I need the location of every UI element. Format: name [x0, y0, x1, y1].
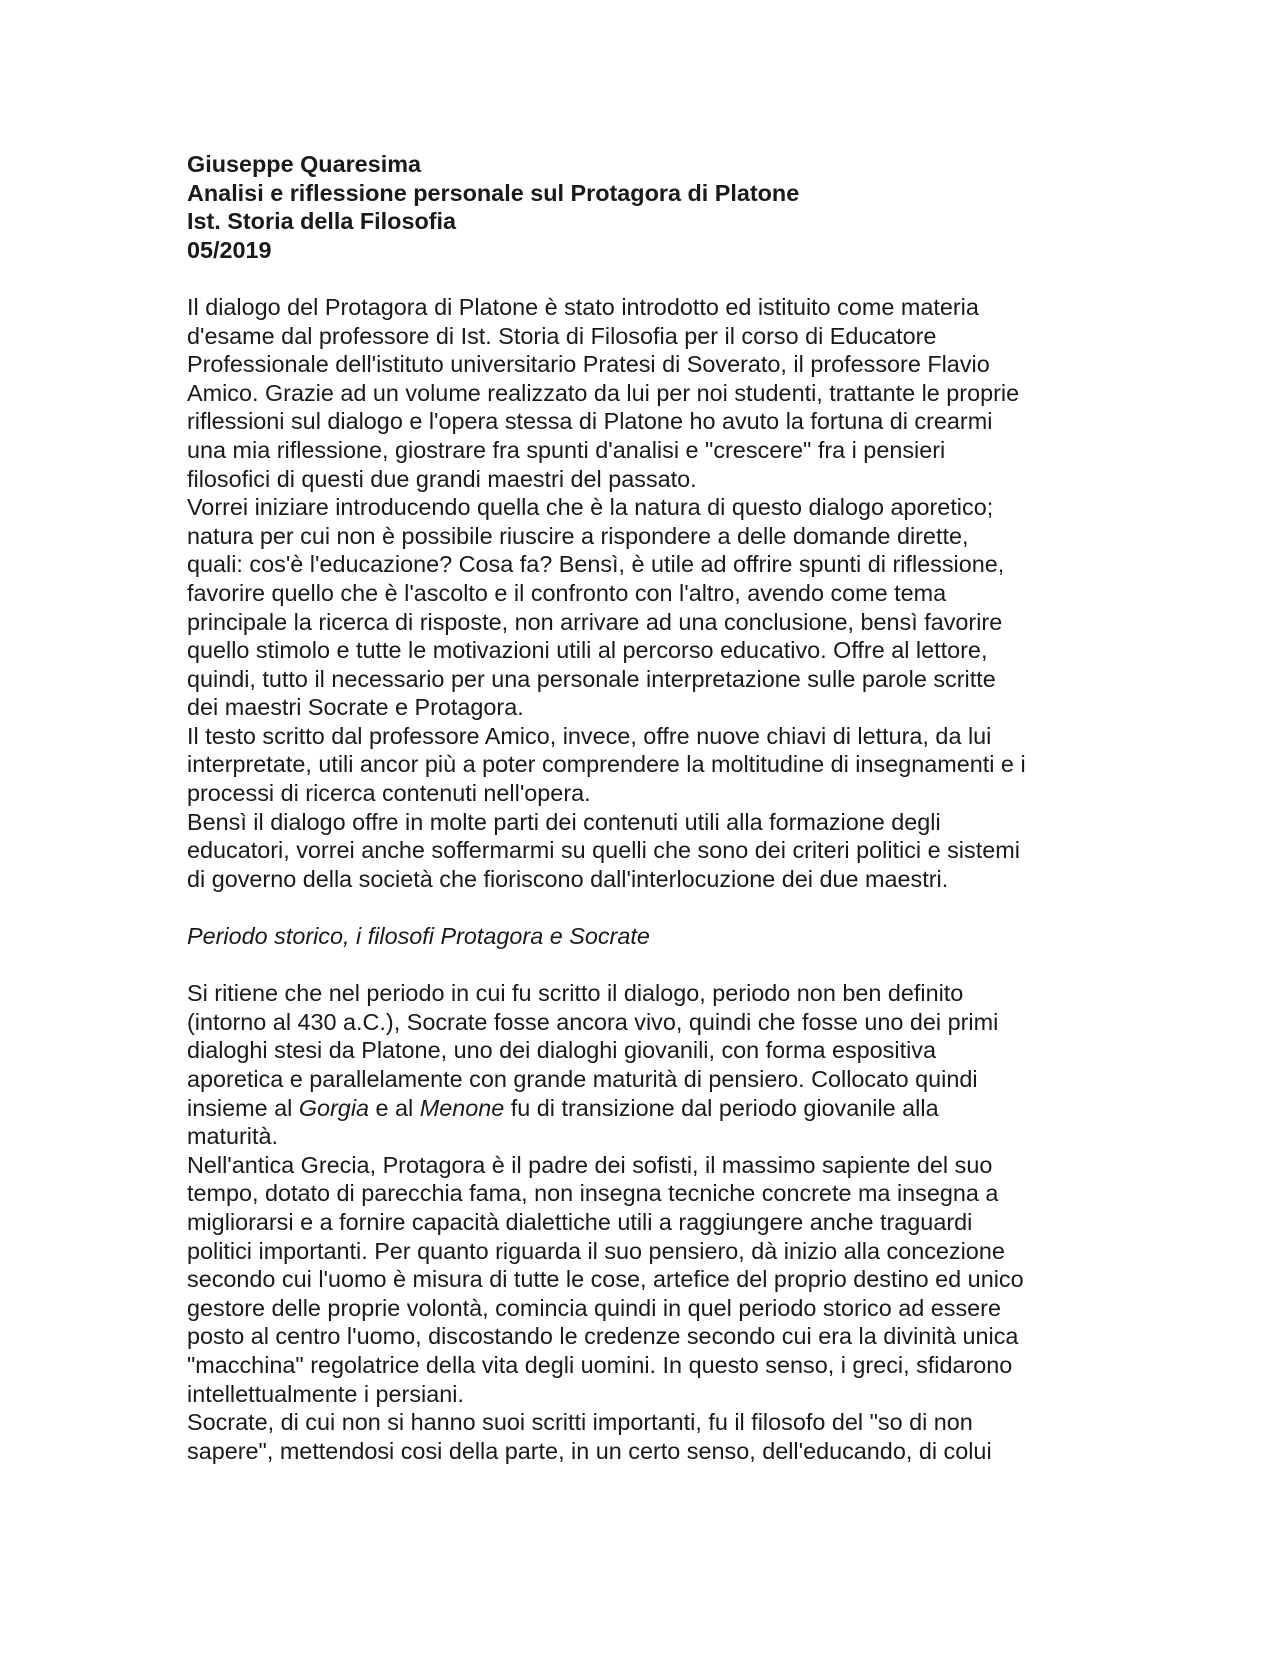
section-heading: Periodo storico, i filosofi Protagora e Socrate	[187, 923, 650, 950]
text-line	[187, 1094, 1087, 1123]
intro-paragraph-1	[187, 293, 1087, 493]
spacer	[187, 893, 1087, 922]
text-line: Nell'antica Grecia, Protagora è il padre dei sofisti, il massimo sapiente del suo	[187, 1151, 993, 1178]
text-line: di governo della società che fioriscono dall'interlocuzione dei due maestri.	[187, 865, 949, 892]
text-line: Il testo scritto dal professore Amico, invece, offre nuove chiavi di lettura, da lui	[187, 722, 992, 749]
text-line: favorire quello che è l'ascolto e il confronto con l'altro, avendo come tema	[187, 579, 947, 606]
course-name: Ist. Storia della Filosofia	[187, 208, 457, 235]
text-line: una mia riflessione, giostrare fra spunti d'analisi e "crescere" fra i pensieri	[187, 436, 946, 463]
spacer	[187, 264, 1087, 293]
text-line: politici importanti. Per quanto riguarda il suo pensiero, dà inizio alla concezione	[187, 1237, 1005, 1264]
text-line: sapere", mettendosi cosi della parte, in un certo senso, dell'educando, di colui	[187, 1437, 992, 1464]
text-line: Bensì il dialogo offre in molte parti dei contenuti utili alla formazione degli	[187, 808, 941, 835]
document-title: Analisi e riflessione personale sul Protagora di Platone	[187, 179, 800, 206]
text-line: quello stimolo e tutte le motivazioni utili al percorso educativo. Offre al lettore,	[187, 637, 988, 664]
work-title-gorgia: Gorgia	[298, 1094, 370, 1121]
intro-paragraph-2	[187, 493, 1087, 722]
text-line: processi di ricerca contenuti nell'opera.	[187, 780, 591, 807]
text-line: secondo cui l'uomo è misura di tutte le cose, artefice del proprio destino ed unico	[187, 1266, 1024, 1293]
text-line: Amico. Grazie ad un volume realizzato da lui per noi studenti, trattante le proprie	[187, 379, 1020, 406]
text-line: Si ritiene che nel periodo in cui fu scritto il dialogo, periodo non ben definito	[187, 980, 964, 1007]
text-line: migliorarsi e a fornire capacità dialettiche utili a raggiungere anche traguardi	[187, 1208, 973, 1235]
text-line: d'esame dal professore di Ist. Storia di Filosofia per il corso di Educatore	[187, 322, 937, 349]
author-name: Giuseppe Quaresima	[187, 151, 421, 177]
text-line: filosofici di questi due grandi maestri del passato.	[187, 465, 697, 492]
text-line: aporetica e parallelamente con grande maturità di pensiero. Collocato quindi	[187, 1066, 978, 1092]
section-paragraph-2	[187, 1151, 1087, 1408]
text-line: Professionale dell'istituto universitario Pratesi di Soverato, il professore Flavio	[187, 351, 990, 378]
text-line: Vorrei iniziare introducendo quella che è la natura di questo dialogo aporetico;	[187, 494, 994, 521]
text-line: quali: cos'è l'educazione? Cosa fa? Bensì, è utile ad offrire spunti di riflessione,	[187, 551, 1005, 578]
text-span: fu di transizione dal periodo giovanile alla	[504, 1094, 939, 1121]
section-paragraph-1	[187, 979, 1087, 1151]
text-line: "macchina" regolatrice della vita degli uomini. In questo senso, i greci, sfidarono	[187, 1351, 1013, 1378]
section-paragraph-3	[187, 1408, 1087, 1465]
text-line: quindi, tutto il necessario per una personale interpretazione sulle parole scritte	[187, 665, 996, 692]
document-header	[187, 150, 1087, 264]
text-line: dei maestri Socrate e Protagora.	[187, 694, 524, 721]
text-line: gestore delle proprie volontà, comincia quindi in quel periodo storico ad essere	[187, 1294, 1001, 1321]
text-span: insieme al	[187, 1094, 299, 1121]
intro-paragraph-4	[187, 808, 1087, 894]
document-date: 05/2019	[187, 236, 272, 263]
text-line: educatori, vorrei anche soffermarmi su quelli che sono dei criteri politici e sistemi	[187, 837, 1020, 864]
text-line: dialoghi stesi da Platone, uno dei dialoghi giovanili, con forma espositiva	[187, 1037, 936, 1064]
text-line: (intorno al 430 a.C.), Socrate fosse ancora vivo, quindi che fosse uno dei primi	[187, 1008, 999, 1035]
text-line: riflessioni sul dialogo e l'opera stessa di Platone ho avuto la fortuna di crearmi	[187, 408, 993, 435]
document-body	[187, 150, 1087, 1465]
spacer	[187, 951, 1087, 980]
text-line: posto al centro l'uomo, discostando le credenze secondo cui era la divinità unica	[187, 1323, 1019, 1350]
text-span: e al	[369, 1094, 420, 1121]
text-line: interpretate, utili ancor più a poter comprendere la moltitudine di insegnamenti e i	[187, 751, 1026, 778]
text-line: natura per cui non è possibile riuscire a rispondere a delle domande dirette,	[187, 522, 969, 549]
text-line: tempo, dotato di parecchia fama, non insegna tecniche concrete ma insegna a	[187, 1180, 999, 1207]
work-title-menone: Menone	[419, 1094, 505, 1121]
text-line: Socrate, di cui non si hanno suoi scritti importanti, fu il filosofo del "so di non	[187, 1409, 973, 1436]
text-line: Il dialogo del Protagora di Platone è stato introdotto ed istituito come materia	[187, 293, 979, 320]
text-line: maturità.	[187, 1123, 278, 1150]
text-line: principale la ricerca di risposte, non arrivare ad una conclusione, bensì favorire	[187, 608, 1003, 635]
text-line: intellettualmente i persiani.	[187, 1380, 464, 1407]
intro-paragraph-3	[187, 722, 1087, 808]
